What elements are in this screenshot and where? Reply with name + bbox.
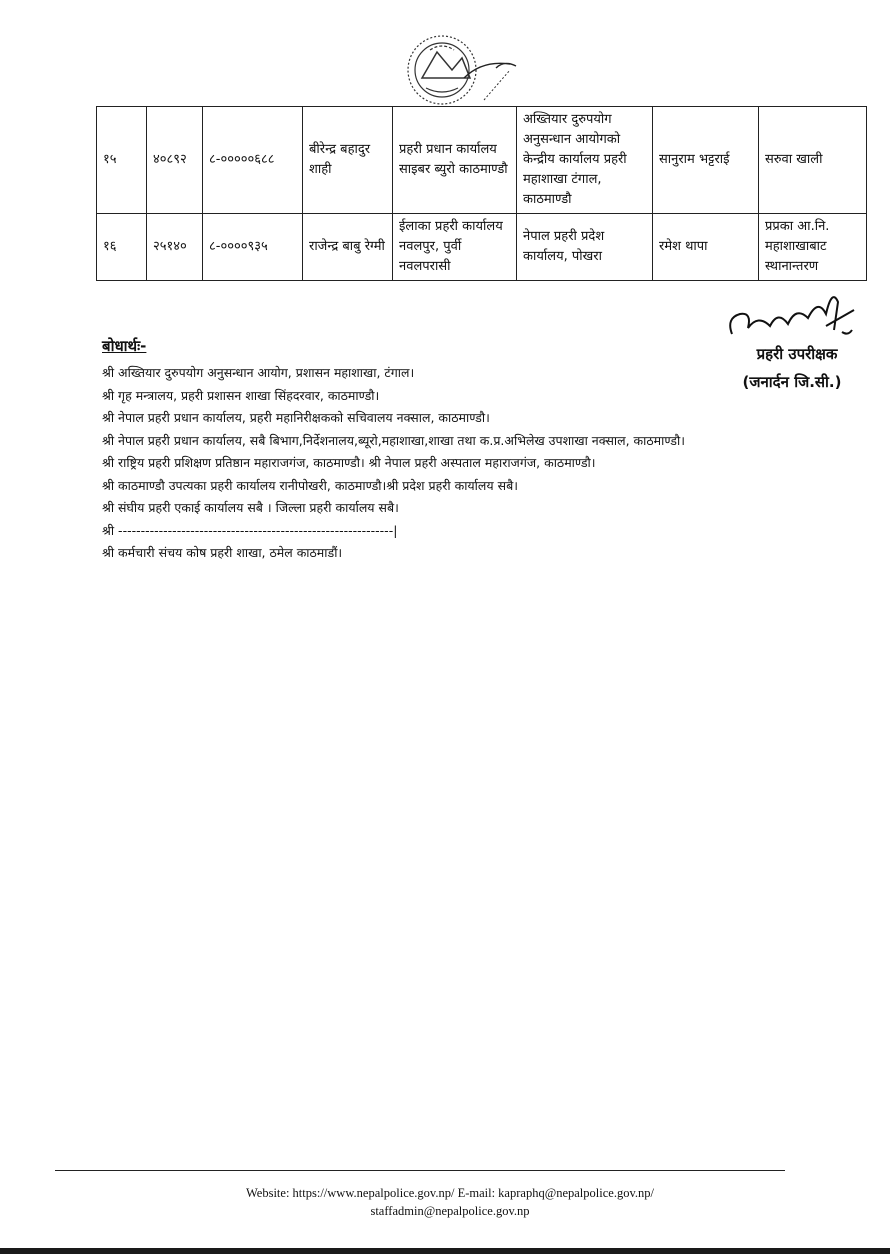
table-row — [97, 107, 867, 214]
current-office: ईलाका प्रहरी कार्यालय नवलपुर, पुर्वी नवलपरासी — [393, 214, 517, 281]
list-item: श्री अख्तियार दुरुपयोग अनुसन्धान आयोग, प्रशासन महाशाखा, टंगाल। — [102, 365, 415, 380]
list-item: श्री काठमाण्डौ उपत्यका प्रहरी कार्यालय रानीपोखरी, काठमाण्डौ।श्री प्रदेश प्रहरी कार्यालय सबै। — [102, 477, 518, 493]
replacement-name: रमेश थापा — [653, 214, 759, 281]
footer-divider — [55, 1170, 785, 1171]
employee-id: ४०८९२ — [147, 107, 203, 214]
list-item: श्री संघीय प्रहरी एकाई कार्यालय सबै । जिल्ला प्रहरी कार्यालय सबै। — [102, 500, 399, 515]
replacement-name: सानुराम भट्टराई — [653, 107, 759, 214]
employee-id: २५१४० — [147, 214, 203, 281]
footer-website-line: Website: https://www.nepalpolice.gov.np/ E-mail: kapraphq@nepalpolice.gov.np/ — [246, 1186, 654, 1200]
list-item: श्री नेपाल प्रहरी प्रधान कार्यालय, प्रहरी महानिरीक्षकको सचिवालय नक्साल, काठमाण्डौ। — [102, 410, 490, 425]
serial-number: १६ — [97, 214, 147, 281]
employee-name: बीरेन्द्र बहादुर शाही — [303, 107, 393, 214]
signatory-name: (जनार्दन जि.सी.) — [742, 373, 842, 391]
list-item: श्री कर्मचारी संचय कोष प्रहरी शाखा, ठमेल काठमाडौं। — [102, 545, 343, 560]
footer-contact — [160, 1184, 740, 1220]
footer-email-line: staffadmin@nepalpolice.gov.np — [370, 1204, 530, 1218]
current-office: प्रहरी प्रधान कार्यालय साइबर ब्युरो काठमाण्डौ — [393, 107, 517, 214]
list-item: श्री गृह मन्त्रालय, प्रहरी प्रशासन शाखा सिंहदरवार, काठमाण्डौ। — [102, 387, 380, 403]
transfer-office: नेपाल प्रहरी प्रदेश कार्यालय, पोखरा — [517, 214, 653, 281]
list-item: श्री नेपाल प्रहरी प्रधान कार्यालय, सबै बिभाग,निर्देशनालय,ब्यूरो,महाशाखा,शाखा तथा क.प्र.अभिलेख उपशाखा नक्साल, काठमाण्डौ। — [102, 432, 685, 448]
list-item: श्री राष्ट्रिय प्रहरी प्रशिक्षण प्रतिष्ठान महाराजगंज, काठमाण्डौ। श्री नेपाल प्रहरी अस्पताल महाराजगंज, काठमाण्डौ। — [102, 455, 596, 470]
employee-code: ८-०००००६८८ — [203, 107, 303, 214]
remarks: सरुवा खाली — [759, 107, 867, 214]
transfer-table — [96, 106, 867, 281]
bodharth-heading: बोधार्थः- — [102, 337, 147, 355]
remarks: प्रप्रका आ.नि. महाशाखाबाट स्थानान्तरण — [759, 214, 867, 281]
employee-code: ८-००००९३५ — [203, 214, 303, 281]
signatory-title: प्रहरी उपरीक्षक — [756, 345, 838, 363]
transfer-office: अख्तियार दुरुपयोग अनुसन्धान आयोगको केन्द्रीय कार्यालय प्रहरी महाशाखा टंगाल, काठमाण्डौ — [517, 107, 653, 214]
table-row — [97, 214, 867, 281]
list-item: श्री -------------------------------------------------------------| — [102, 522, 398, 538]
handwritten-signature — [722, 284, 862, 346]
employee-name: राजेन्द्र बाबु रेग्मी — [303, 214, 393, 281]
bodharth-list — [102, 362, 802, 565]
serial-number: १५ — [97, 107, 147, 214]
